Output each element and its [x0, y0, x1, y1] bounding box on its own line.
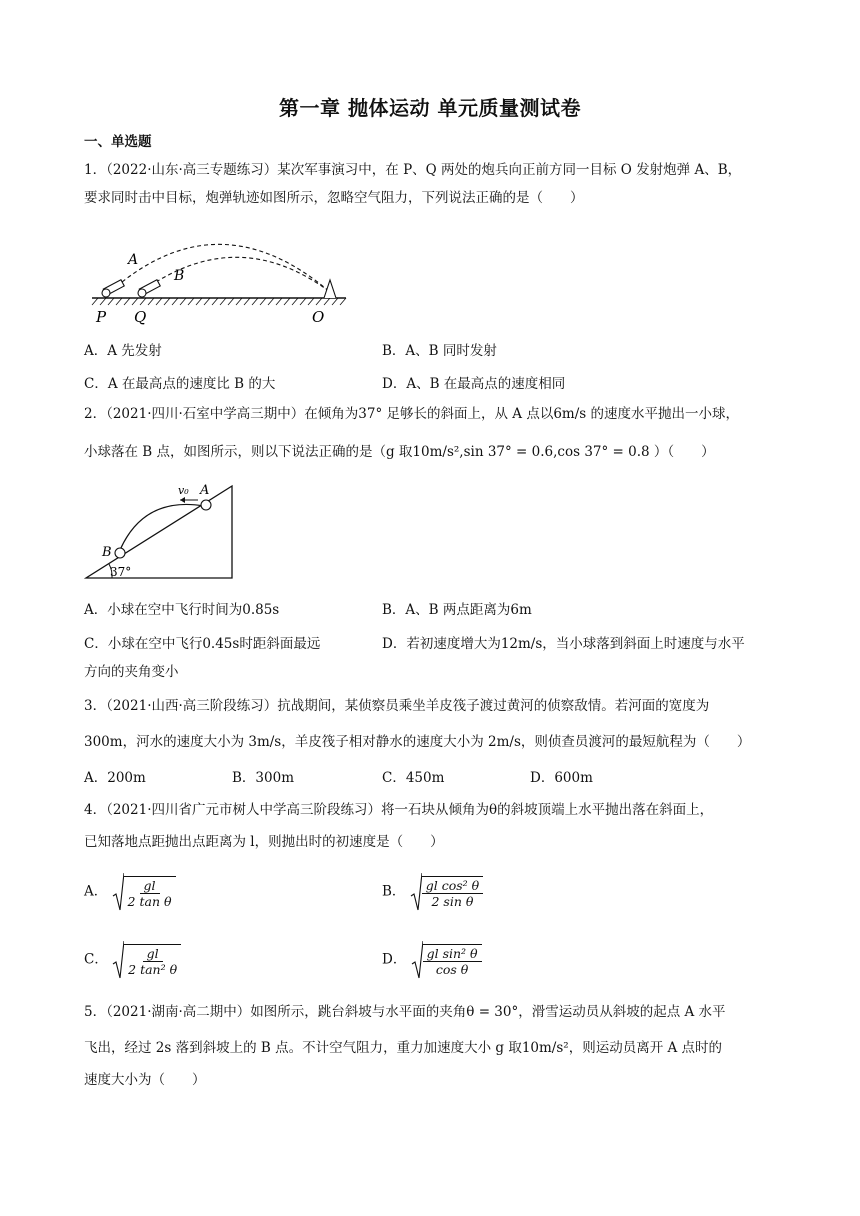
- q1-option-d: D．A、B 在最高点的速度相同: [382, 376, 566, 392]
- q2-line1: 2．（2021·四川·石室中学高三期中）在倾角为37° 足够长的斜面上，从 A 点以6m/s 的速度水平抛出一小球，: [84, 406, 739, 422]
- q4-option-a: [84, 872, 176, 912]
- q4-d-denominator: cos θ: [435, 961, 469, 977]
- page-title: 第一章 抛体运动 单元质量测试卷: [279, 96, 581, 120]
- q3-line2: 300m，河水的速度大小为 3m/s，羊皮筏子相对静水的速度大小为 2m/s，则侦查员渡河的最短航程为（ ）: [84, 734, 751, 750]
- ball-a-icon: [201, 500, 211, 510]
- q2-label-a: A: [200, 483, 210, 498]
- sqrt-formula-b: [410, 872, 483, 912]
- cannon-q-icon: [138, 280, 160, 297]
- q5-line2: 飞出，经过 2s 落到斜坡上的 B 点。不计空气阻力，重力加速度大小 g 取10m/s²，则运动员离开 A 点时的: [84, 1040, 723, 1056]
- q2-label-v0: v₀: [178, 484, 189, 497]
- q2-figure-incline: [84, 478, 244, 586]
- q1-label-o: O: [312, 308, 325, 326]
- q2-option-a: A．小球在空中飞行时间为0.85s: [84, 602, 280, 618]
- q1-line1: 1．（2022·山东·高三专题练习）某次军事演习中，在 P、Q 两处的炮兵向正前方同一目标 O 发射炮弹 A、B，: [84, 162, 742, 178]
- sqrt-formula-a: [112, 872, 176, 912]
- q4-option-b-letter: B．: [382, 883, 406, 900]
- q4-b-denominator: 2 sin θ: [431, 893, 474, 909]
- q1-option-c: C．A 在最高点的速度比 B 的大: [84, 376, 276, 392]
- q1-line2: 要求同时击中目标，炮弹轨迹如图所示，忽略空气阻力，下列说法正确的是（ ）: [84, 190, 584, 206]
- q3-option-c: C．450m: [382, 770, 445, 786]
- q4-option-c-letter: C．: [84, 951, 108, 968]
- q2-option-c: C．小球在空中飞行0.45s时距斜面最远: [84, 636, 321, 652]
- q4-option-b: [382, 872, 483, 912]
- q4-a-numerator: gl: [140, 878, 160, 894]
- q3-line1: 3．（2021·山西·高三阶段练习）抗战期间，某侦察员乘坐羊皮筏子渡过黄河的侦察敌情。若河面的宽度为: [84, 698, 710, 714]
- q2-option-d: D．若初速度增大为12m/s，当小球落到斜面上时速度与水平: [382, 636, 745, 652]
- q2-label-b: B: [102, 545, 112, 560]
- q4-c-numerator: gl: [143, 946, 163, 962]
- q2-option-b: B．A、B 两点距离为6m: [382, 602, 532, 618]
- q4-line1: 4．（2021·四川省广元市树人中学高三阶段练习）将一石块从倾角为θ的斜坡顶端上水平抛出落在斜面上，: [84, 802, 714, 818]
- sqrt-formula-c: [112, 940, 181, 980]
- q4-d-numerator: gl sin² θ: [423, 946, 482, 962]
- q4-option-d-letter: D．: [382, 951, 407, 968]
- q1-option-a: A．A 先发射: [84, 343, 162, 359]
- q2-option-d-continued: 方向的夹角变小: [84, 664, 179, 680]
- q5-line3: 速度大小为（ ）: [84, 1072, 206, 1088]
- q3-option-a: A．200m: [84, 770, 146, 786]
- q1-option-b: B．A、B 同时发射: [382, 343, 497, 359]
- q3-option-b: B．300m: [232, 770, 294, 786]
- q4-option-a-letter: A．: [84, 883, 108, 900]
- q4-option-d: [382, 940, 482, 980]
- q2-angle-label: 37°: [110, 565, 132, 579]
- q4-line2: 已知落地点距抛出点距离为 l，则抛出时的初速度是（ ）: [84, 834, 444, 850]
- q1-label-q: Q: [134, 308, 147, 326]
- q4-option-c: [84, 940, 181, 980]
- q5-line1: 5．（2021·湖南·高二期中）如图所示，跳台斜坡与水平面的夹角θ = 30°，滑雪运动员从斜坡的起点 A 水平: [84, 1004, 726, 1020]
- cannon-p-icon: [102, 280, 124, 297]
- q1-label-b: B: [174, 268, 185, 284]
- q4-b-numerator: gl cos² θ: [422, 878, 483, 894]
- section-heading: 一、单选题: [84, 134, 152, 150]
- q1-label-p: P: [96, 308, 107, 326]
- ball-b-icon: [115, 548, 125, 558]
- sqrt-formula-d: [411, 940, 482, 980]
- q2-line2: 小球落在 B 点，如图所示，则以下说法正确的是（g 取10m/s²,sin 37° = 0.6,cos 37° = 0.8 ）（ ）: [84, 444, 715, 460]
- q1-figure-cannons: [84, 230, 354, 330]
- q3-option-d: D．600m: [530, 770, 593, 786]
- q1-label-a: A: [128, 252, 139, 268]
- q4-c-denominator: 2 tan² θ: [128, 961, 178, 977]
- q4-a-denominator: 2 tan θ: [127, 893, 172, 909]
